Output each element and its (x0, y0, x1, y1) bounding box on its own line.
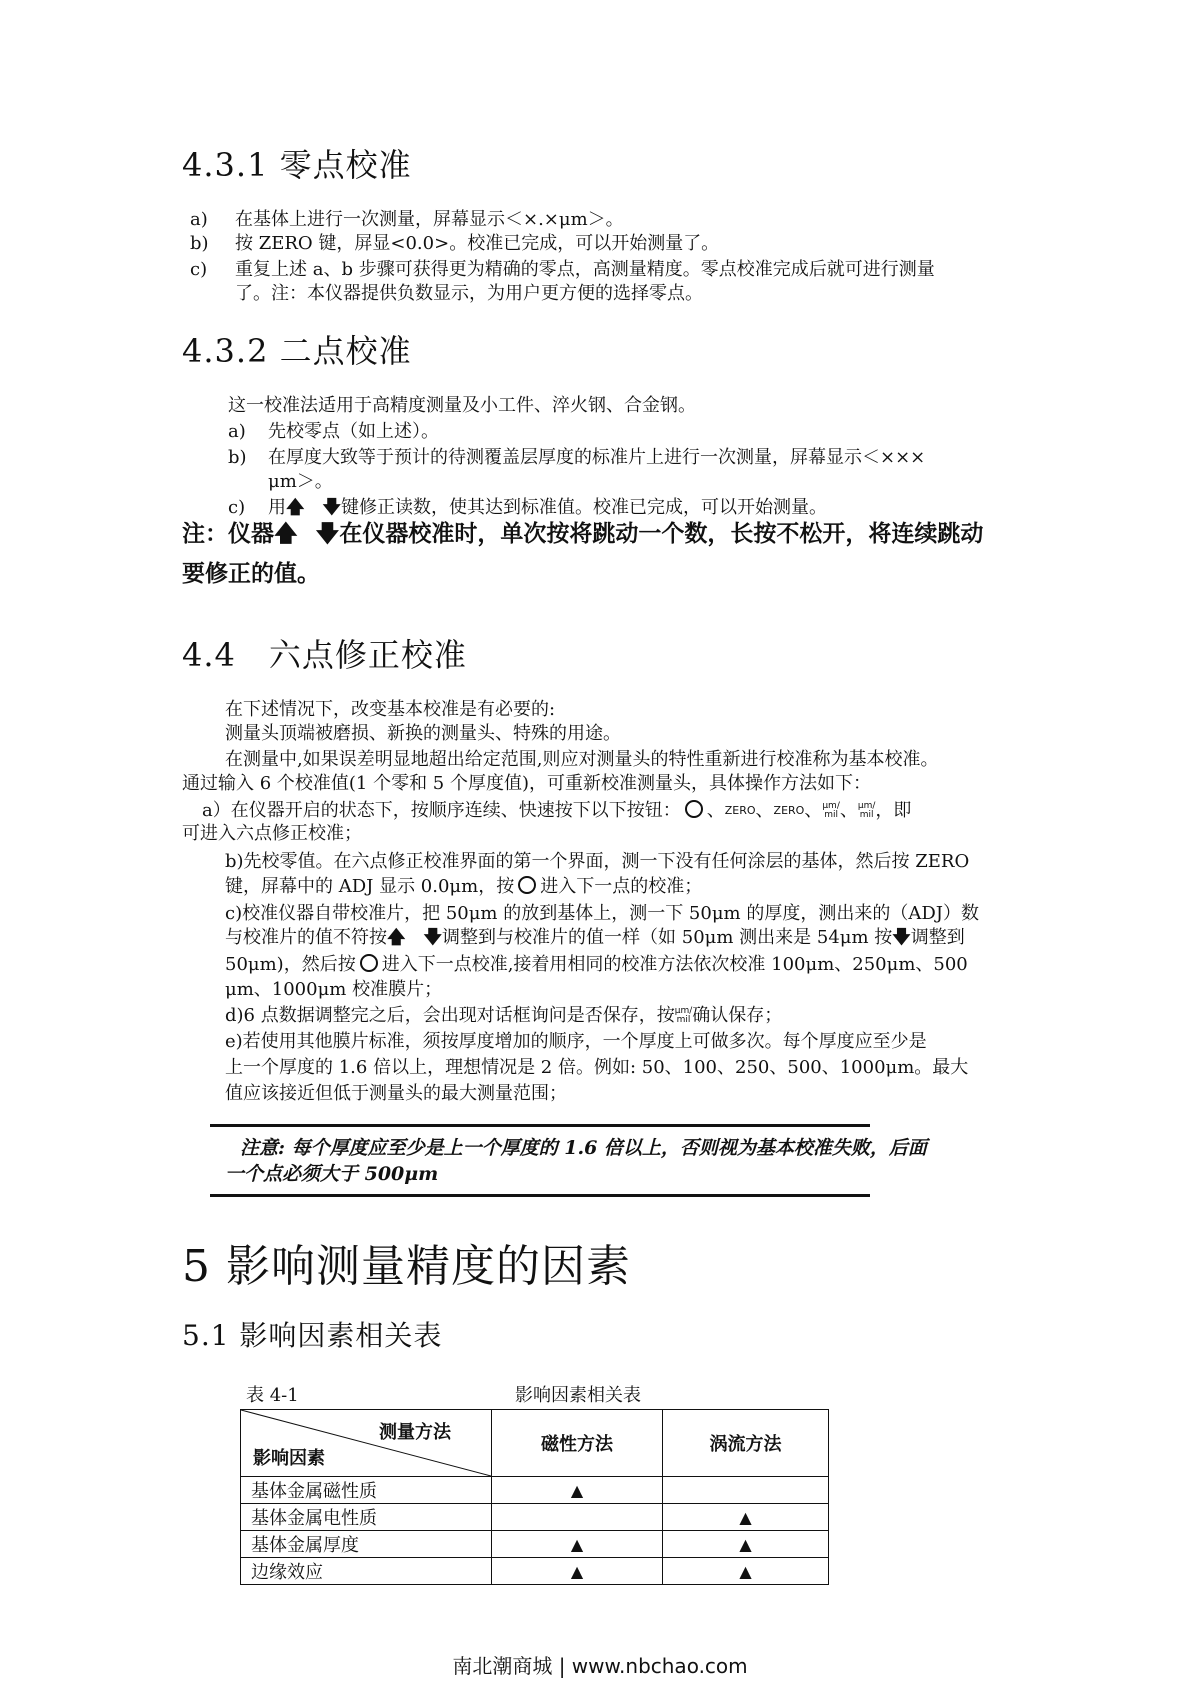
table-caption: 影响因素相关表 (515, 1385, 641, 1406)
table-row (241, 1504, 829, 1531)
section-title-44: 4.4 六点修正校准 (182, 636, 467, 674)
warning-note: 注意: 每个厚度应至少是上一个厚度的 1.6 倍以上，否则视为基本校准失败，后面 (240, 1137, 927, 1159)
zero-key: ZERO (724, 804, 756, 817)
umil-bottom: mil (824, 810, 838, 820)
section-title-432: 4.3.2 二点校准 (182, 332, 412, 370)
eddy-cell: ▲ (663, 1531, 829, 1558)
eddy-cell: ▲ (663, 1504, 829, 1531)
table-caption-label: 表 4-1 (246, 1385, 299, 1406)
text-span: 调整到与校准片的值一样（如 50μm 测出来是 54μm 按 (442, 927, 893, 948)
power-icon (518, 876, 536, 894)
text-span: 在仪器校准时，单次按将跳动一个数，长按不松开，将连续跳动 (339, 521, 984, 547)
umil-key-icon (858, 802, 876, 820)
factor-cell: 基体金属磁性质 (241, 1477, 492, 1504)
magnetic-cell: ▲ (492, 1531, 663, 1558)
paragraph: c)校准仪器自带校准片，把 50μm 的放到基体上，测一下 50μm 的厚度，测出来的（ADJ）数 (225, 903, 979, 924)
paragraph: 可进入六点修正校准； (182, 823, 362, 844)
paragraph: 在下述情况下，改变基本校准是有必要的: (225, 699, 556, 720)
text-span: d)6 点数据调整完之后，会出现对话框询问是否保存，按 (225, 1005, 675, 1026)
warning-note: 一个点必须大于 500μm (225, 1163, 439, 1185)
paragraph (225, 1004, 782, 1028)
factor-cell: 边缘效应 (241, 1558, 492, 1585)
paragraph: 测量头顶端被磨损、新换的测量头、特殊的用途。 (225, 723, 621, 744)
paragraph (225, 926, 965, 950)
umil-top: μm/ (674, 1006, 693, 1016)
diagonal-header-cell (241, 1410, 492, 1477)
text-span: 注：仪器 (182, 521, 274, 547)
text-span: ，即 (875, 800, 912, 821)
paragraph: 值应该接近但低于测量头的最大测量范围； (225, 1083, 567, 1104)
bold-note (182, 522, 983, 546)
list-item-text: μm＞。 (268, 471, 333, 492)
eddy-cell (663, 1477, 829, 1504)
text-span: 进入下一点校准,接着用相同的校准方法依次校准 100μm、250μm、500 (381, 954, 968, 975)
bold-note: 要修正的值。 (182, 561, 320, 587)
list-item-text: 在厚度大致等于预计的待测覆盖层厚度的标准片上进行一次测量，屏幕显示＜××× (268, 447, 926, 468)
up-arrow-icon: 🡅 (286, 497, 305, 518)
divider (210, 1124, 870, 1127)
down-arrow-icon: 🡇 (892, 927, 911, 948)
header-eddy: 涡流方法 (663, 1410, 829, 1477)
paragraph: e)若使用其他膜片标准，须按厚度增加的顺序，一个厚度上可做多次。每个厚度应至少是 (225, 1031, 927, 1052)
text-span: 用 (268, 497, 286, 518)
section-title-51: 5.1 影响因素相关表 (182, 1319, 443, 1352)
list-label: b) (190, 233, 209, 254)
umil-top: μm/ (857, 801, 876, 811)
factor-cell: 基体金属电性质 (241, 1504, 492, 1531)
paragraph (225, 952, 968, 977)
umil-top: μm/ (822, 801, 840, 811)
table-row (241, 1558, 829, 1585)
up-arrow-icon: 🡅 (387, 927, 406, 948)
text-span: 键修正读数，使其达到标准值。校准已完成，可以开始测量。 (341, 497, 828, 518)
paragraph: b)先校零值。在六点修正校准界面的第一个界面，测一下没有任何涂层的基体，然后按 ZERO (225, 851, 970, 872)
list-label: a) (190, 209, 208, 230)
umil-key-icon (822, 802, 840, 820)
paragraph (225, 874, 702, 899)
table-row (241, 1531, 829, 1558)
paragraph: μm、1000μm 校准膜片； (225, 979, 443, 1000)
text-span: 50μm)，然后按 (225, 954, 356, 975)
list-label: b) (228, 447, 247, 468)
separator: 、 (755, 800, 774, 821)
magnetic-cell: ▲ (492, 1477, 663, 1504)
zero-key: ZERO (773, 804, 805, 817)
factor-cell: 基体金属厚度 (241, 1531, 492, 1558)
list-item-text: 按 ZERO 键，屏显<0.0>。校准已完成，可以开始测量了。 (235, 233, 720, 254)
header-magnetic: 磁性方法 (492, 1410, 663, 1477)
text-span: 确认保存； (692, 1005, 783, 1026)
list-item-text (268, 496, 827, 520)
down-arrow-icon: 🡇 (315, 521, 340, 547)
up-arrow-icon: 🡅 (274, 521, 298, 547)
list-item-text: 先校零点（如上述）。 (268, 421, 439, 442)
separator: 、 (706, 800, 725, 821)
factors-table (240, 1409, 829, 1585)
text-span: 进入下一点的校准； (540, 876, 703, 897)
list-item-text: 在基体上进行一次测量，屏幕显示＜×.×μm＞。 (235, 209, 624, 230)
list-item-text: 了。注：本仪器提供负数显示，为用户更方便的选择零点。 (235, 283, 703, 304)
eddy-cell: ▲ (663, 1558, 829, 1585)
section-title-431: 4.3.1 零点校准 (182, 146, 412, 184)
table-header-row (241, 1410, 829, 1477)
paragraph (202, 798, 911, 823)
paragraph: 这一校准法适用于高精度测量及小工件、淬火钢、合金钢。 (228, 395, 696, 416)
chapter-title-5: 5 影响测量精度的因素 (182, 1241, 631, 1292)
umil-key-icon (675, 1007, 693, 1025)
power-icon (360, 954, 378, 972)
list-item-text: 重复上述 a、b 步骤可获得更为精确的零点，高测量精度。零点校准完成后就可进行测量 (235, 259, 935, 280)
footer-site: 南北潮商城 | www.nbchao.com (452, 1654, 748, 1678)
umil-bottom: mil (676, 1015, 691, 1025)
header-factor: 影响因素 (253, 1448, 325, 1469)
paragraph: 通过输入 6 个校准值(1 个零和 5 个厚度值)，可重新校准测量头，具体操作方法如下： (182, 773, 872, 794)
magnetic-cell: ▲ (492, 1558, 663, 1585)
down-arrow-icon: 🡇 (423, 927, 443, 948)
paragraph: 上一个厚度的 1.6 倍以上，理想情况是 2 倍。例如: 50、100、250、500、1000μm。最大 (225, 1057, 969, 1078)
list-label: c) (190, 259, 208, 280)
text-span: a）在仪器开启的状态下，按顺序连续、快速按下以下按钮： (202, 800, 681, 821)
list-label: a) (228, 421, 246, 442)
separator: 、 (804, 800, 823, 821)
paragraph: 在测量中,如果误差明显地超出给定范围,则应对测量头的特性重新进行校准称为基本校准。 (225, 749, 939, 770)
text-span: 调整到 (910, 927, 965, 948)
separator: 、 (839, 800, 858, 821)
table-row (241, 1477, 829, 1504)
power-icon (685, 800, 703, 818)
list-label: c) (228, 497, 246, 518)
down-arrow-icon: 🡇 (322, 497, 342, 518)
umil-bottom: mil (859, 810, 874, 820)
header-method: 测量方法 (379, 1422, 451, 1443)
divider (210, 1194, 870, 1197)
text-span: 与校准片的值不符按 (225, 927, 387, 948)
magnetic-cell (492, 1504, 663, 1531)
text-span: 键，屏幕中的 ADJ 显示 0.0μm，按 (225, 876, 515, 897)
